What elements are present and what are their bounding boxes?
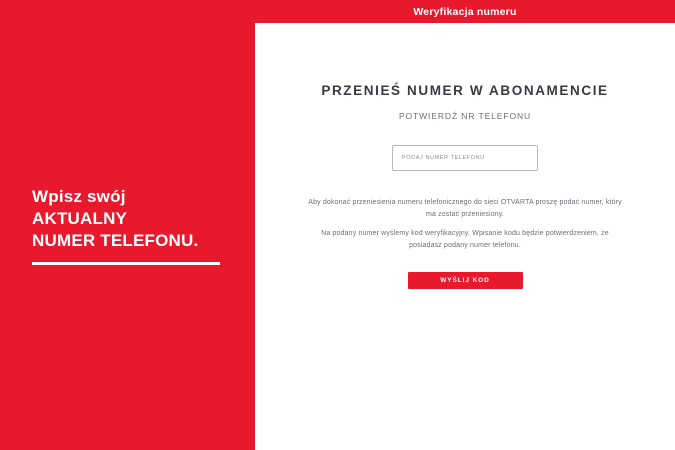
info-paragraph-2: Na podany numer wyślemy kod weryfikacyjny. Wpisanie kodu będzie potwierdzeniem, że posiadasz podany numer telefonu.	[321, 230, 609, 249]
promo-line-1: Wpisz swój	[32, 186, 126, 206]
page-title: Weryfikacja numeru	[413, 5, 517, 18]
promo-line-3: NUMER TELEFONU.	[32, 230, 199, 250]
form-heading: PRZENIEŚ NUMER W ABONAMENCIE	[321, 83, 609, 98]
form-container	[255, 23, 675, 450]
send-code-button[interactable]: WYŚLIJ KOD	[408, 272, 523, 289]
right-content-area	[255, 0, 675, 450]
info-text-block	[305, 197, 625, 252]
phone-field-wrapper	[255, 145, 675, 171]
phone-number-input[interactable]	[392, 145, 538, 171]
info-paragraph-1: Aby dokonać przeniesienia numeru telefonicznego do sieci OTVARTA proszę podać numer, który ma zostać przeniesiony.	[308, 199, 622, 218]
promo-line-2: AKTUALNY	[32, 208, 128, 228]
promo-underline	[32, 262, 220, 265]
submit-wrapper	[255, 272, 675, 289]
left-promo-panel	[0, 0, 255, 450]
left-promo-copy	[0, 186, 238, 265]
form-subheading: POTWIERDŹ NR TELEFONU	[398, 111, 532, 121]
page-header-bar	[255, 0, 675, 23]
